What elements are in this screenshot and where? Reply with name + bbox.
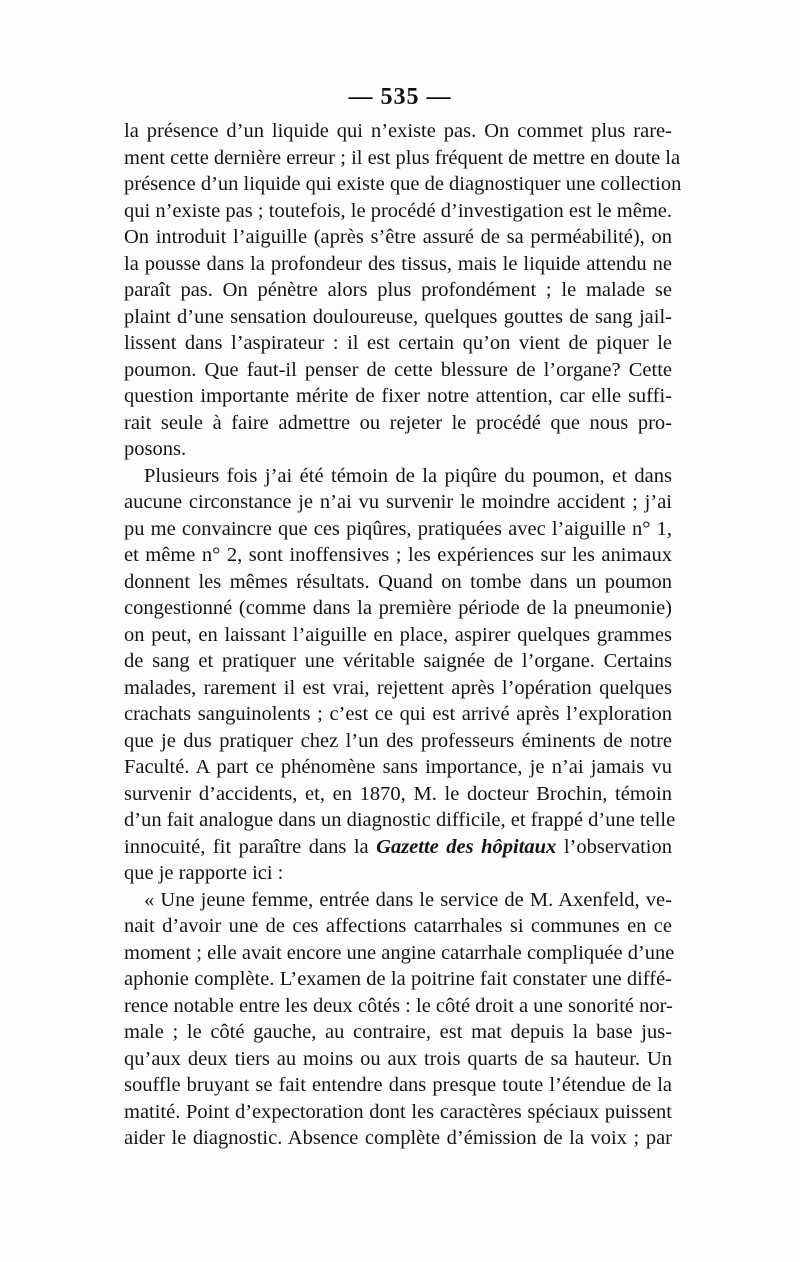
- text-line: ment cette dernière erreur ; il est plus fréquent de mettre en doute la: [124, 146, 681, 169]
- text-line: moment ; elle avait encore une angine catarrhale compliquée d’une: [124, 941, 675, 964]
- text-line: rait seule à faire admettre ou rejeter le procédé que nous pro-: [124, 411, 672, 434]
- text-line: Plusieurs fois j’ai été témoin de la piqûre du poumon, et dans: [144, 464, 672, 487]
- text-line: crachats sanguinolents ; c’est ce qui est arrivé après l’exploration: [124, 703, 672, 725]
- text-line: matité. Point d’expectoration dont les caractères spéciaux puissent: [124, 1100, 672, 1123]
- text-line: que je dus pratiquer chez l’un des professeurs éminents de notre: [124, 729, 672, 752]
- text-line: aider le diagnostic. Absence complète d’émission de la voix ; par: [124, 1127, 672, 1149]
- text-line: poumon. Que faut-il penser de cette blessure de l’organe? Cette: [124, 358, 672, 381]
- text-line-with-title: [124, 834, 672, 861]
- text-line: question importante mérite de fixer notre attention, car elle suffi-: [124, 385, 672, 407]
- text-line: paraît pas. On pénètre alors plus profondément ; le malade se: [124, 279, 672, 301]
- text-line: posons.: [124, 438, 187, 460]
- text-line: que je rapporte ici :: [124, 862, 284, 884]
- text-line: et même n° 2, sont inoffensives ; les expériences sur les animaux: [124, 544, 672, 566]
- text-line: male ; le côté gauche, au contraire, est mat depuis la base jus-: [124, 1021, 672, 1043]
- text-line: On introduit l’aiguille (après s’être assuré de sa perméabilité), on: [124, 226, 672, 248]
- text-line: souffle bruyant se fait entendre dans presque toute l’étendue de la: [124, 1074, 672, 1096]
- text-line: plaint d’une sensation douloureuse, quelques gouttes de sang jail-: [124, 305, 672, 328]
- text-line: Faculté. A part ce phénomène sans importance, je n’ai jamais vu: [124, 756, 672, 778]
- text-line: aphonie complète. L’examen de la poitrine fait constater une diffé-: [124, 968, 672, 990]
- text-line: la pousse dans la profondeur des tissus, mais le liquide attendu ne: [124, 252, 672, 275]
- text-line: donnent les mêmes résultats. Quand on tombe dans un poumon: [124, 570, 672, 593]
- text-fragment: l’observation: [556, 835, 672, 858]
- text-line: qui n’existe pas ; toutefois, le procédé d’investigation est le même.: [124, 199, 672, 222]
- text-line: survenir d’accidents, et, en 1870, M. le docteur Brochin, témoin: [124, 782, 672, 805]
- text-line: de sang et pratiquer une véritable saignée de l’organe. Certains: [124, 650, 672, 672]
- body-text: [124, 118, 682, 1152]
- text-line: on peut, en laissant l’aiguille en place, aspirer quelques grammes: [124, 623, 672, 646]
- text-line: rence notable entre les deux côtés : le côté droit a une sonorité nor-: [124, 994, 673, 1017]
- journal-title: Gazette des hôpitaux: [376, 835, 557, 858]
- text-line: qu’aux deux tiers au moins ou aux trois quarts de sa hauteur. Un: [124, 1047, 672, 1070]
- text-fragment: innocuité, fit paraître dans la: [124, 835, 377, 858]
- text-line: pu me convaincre que ces piqûres, pratiquées avec l’aiguille n° 1,: [124, 517, 672, 540]
- text-line: malades, rarement il est vrai, rejettent après l’opération quelques: [124, 676, 672, 699]
- paragraph-2: [124, 463, 676, 887]
- text-line: aucune circonstance je n’ai vu survenir le moindre accident ; j’ai: [124, 491, 672, 513]
- text-line: nait d’avoir une de ces affections catarrhales si communes en ce: [124, 915, 672, 937]
- text-line: congestionné (comme dans la première période de la pneumonie): [124, 597, 672, 619]
- text-line: lissent dans l’aspirateur : il est certain qu’on vient de piquer le: [124, 332, 672, 354]
- text-line: la présence d’un liquide qui n’existe pas. On commet plus rare-: [124, 120, 672, 142]
- text-line: d’un fait analogue dans un diagnostic difficile, et frappé d’une telle: [124, 809, 676, 831]
- text-line: « Une jeune femme, entrée dans le service de M. Axenfeld, ve-: [144, 888, 672, 911]
- paragraph-1: [124, 118, 682, 463]
- text-line: présence d’un liquide qui existe que de diagnostiquer une collection: [124, 173, 682, 195]
- paragraph-3: [124, 887, 675, 1152]
- page-number: — 535 —: [348, 84, 452, 110]
